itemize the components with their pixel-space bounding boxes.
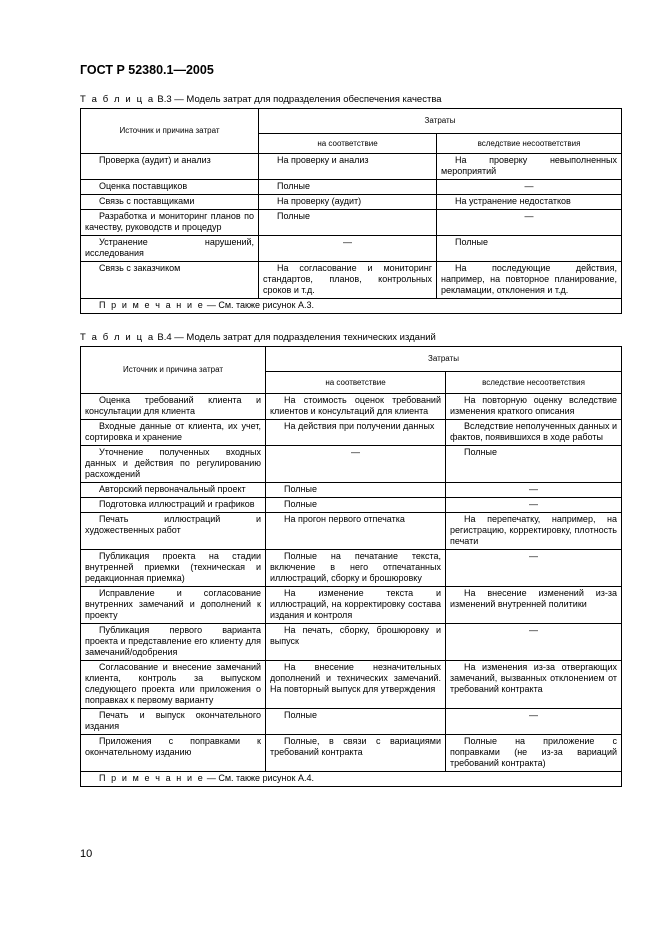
source-cell: Проверка (аудит) и анализ <box>81 154 259 180</box>
table-b4 <box>80 346 622 787</box>
table-row <box>81 394 622 420</box>
table-row <box>81 709 622 735</box>
source-cell: Связь с поставщиками <box>81 195 259 210</box>
table-row <box>81 587 622 624</box>
table-row <box>81 498 622 513</box>
nonconformance-cell: На проверку невыполненных мероприятий <box>437 154 622 180</box>
table-row <box>81 180 622 195</box>
source-cell: Публикация проекта на стадии внутренней приемки (техническая и редакционная приемка) <box>81 550 266 587</box>
table-b3-note-text: — См. также рисунок А.3. <box>206 300 314 310</box>
table-row <box>81 483 622 498</box>
conformance-cell: Полные, в связи с вариациями требований контракта <box>266 735 446 772</box>
document-header: ГОСТ Р 52380.1—2005 <box>80 63 214 77</box>
conformance-cell: Полные на печатание текста, включение в него отпечатанных иллюстраций, сборку и брошюровку <box>266 550 446 587</box>
table-b4-note-text: — См. также рисунок А.4. <box>206 773 314 783</box>
table-b4-header-costs: Затраты <box>266 347 622 372</box>
table-row <box>81 236 622 262</box>
table-b4-note-label: П р и м е ч а н и е <box>99 773 205 783</box>
conformance-cell: Полные <box>259 180 437 195</box>
source-cell: Уточнение полученных входных данных и действия по регулированию расхождений <box>81 446 266 483</box>
nonconformance-cell: На последующие действия, например, на повторное планирование, рекламации, отклонения и т.д. <box>437 262 622 299</box>
table-row <box>81 420 622 446</box>
table-b4-caption-text: В.4 — Модель затрат для подразделения технических изданий <box>157 332 436 343</box>
conformance-cell: На согласование и мониторинг стандартов, планов, контрольных сроков и т.д. <box>259 262 437 299</box>
conformance-cell: — <box>266 446 446 483</box>
table-b4-note <box>81 772 622 787</box>
table-b3-note-label: П р и м е ч а н и е <box>99 300 205 310</box>
conformance-cell: На стоимость оценок требований клиентов и консультаций для клиента <box>266 394 446 420</box>
conformance-cell: На проверку и анализ <box>259 154 437 180</box>
conformance-cell: Полные <box>259 210 437 236</box>
nonconformance-cell: — <box>446 709 622 735</box>
nonconformance-cell: — <box>446 498 622 513</box>
source-cell: Согласование и внесение замечаний клиента, контроль за выпуском следующего проекта или приложения о поправках к первому варианту <box>81 661 266 709</box>
source-cell: Подготовка иллюстраций и графиков <box>81 498 266 513</box>
source-cell: Оценка требований клиента и консультации для клиента <box>81 394 266 420</box>
table-b3-caption-text: В.3 — Модель затрат для подразделения обеспечения качества <box>157 94 442 105</box>
source-cell: Приложения с поправками к окончательному изданию <box>81 735 266 772</box>
table-row <box>81 262 622 299</box>
source-cell: Входные данные от клиента, их учет, сортировка и хранение <box>81 420 266 446</box>
table-b4-header-source: Источник и причина затрат <box>81 347 266 394</box>
source-cell: Авторский первоначальный проект <box>81 483 266 498</box>
conformance-cell: Полные <box>266 498 446 513</box>
table-b4-caption <box>80 332 436 343</box>
table-b3-caption-label: Т а б л и ц а <box>80 94 155 105</box>
table-b3-header-nonconformance: вследствие несоответствия <box>437 134 622 154</box>
table-row <box>81 735 622 772</box>
nonconformance-cell: На внесение изменений из-за изменений внутренней политики <box>446 587 622 624</box>
nonconformance-cell: На перепечатку, например, на регистрацию, корректировку, плотность печати <box>446 513 622 550</box>
source-cell: Исправление и согласование внутренних замечаний и дополнений к проекту <box>81 587 266 624</box>
source-cell: Печать и выпуск окончательного издания <box>81 709 266 735</box>
nonconformance-cell: На устранение недостатков <box>437 195 622 210</box>
table-b4-caption-label: Т а б л и ц а <box>80 332 155 343</box>
nonconformance-cell: — <box>446 483 622 498</box>
nonconformance-cell: Полные на приложение с поправками (не из-за вариаций требований контракта) <box>446 735 622 772</box>
source-cell: Оценка поставщиков <box>81 180 259 195</box>
table-row <box>81 550 622 587</box>
nonconformance-cell: На повторную оценку вследствие изменения краткого описания <box>446 394 622 420</box>
nonconformance-cell: — <box>437 180 622 195</box>
page-number: 10 <box>80 848 93 860</box>
table-row <box>81 154 622 180</box>
table-b3-header-conformance: на соответствие <box>259 134 437 154</box>
source-cell: Печать иллюстраций и художественных работ <box>81 513 266 550</box>
nonconformance-cell: — <box>446 624 622 661</box>
table-b3-caption <box>80 94 442 105</box>
table-b3-note <box>81 299 622 314</box>
table-row <box>81 446 622 483</box>
nonconformance-cell: Полные <box>437 236 622 262</box>
table-row <box>81 661 622 709</box>
nonconformance-cell: — <box>446 550 622 587</box>
source-cell: Связь с заказчиком <box>81 262 259 299</box>
conformance-cell: Полные <box>266 483 446 498</box>
table-row <box>81 513 622 550</box>
conformance-cell: На изменение текста и иллюстраций, на корректировку состава издания и контроля <box>266 587 446 624</box>
nonconformance-cell: На изменения из-за отвергающих замечаний, вызванных отклонением от требований контракта <box>446 661 622 709</box>
source-cell: Публикация первого варианта проекта и представление его клиенту для замечаний/одобрения <box>81 624 266 661</box>
conformance-cell: На проверку (аудит) <box>259 195 437 210</box>
table-b3 <box>80 108 622 314</box>
conformance-cell: На внесение незначительных дополнений и технических замечаний. На повторный выпуск для утверждения <box>266 661 446 709</box>
table-row <box>81 210 622 236</box>
nonconformance-cell: — <box>437 210 622 236</box>
conformance-cell: Полные <box>266 709 446 735</box>
conformance-cell: На прогон первого отпечатка <box>266 513 446 550</box>
conformance-cell: — <box>259 236 437 262</box>
table-row <box>81 624 622 661</box>
table-b4-header-nonconformance: вследствие несоответствия <box>446 372 622 394</box>
table-b4-header-conformance: на соответствие <box>266 372 446 394</box>
conformance-cell: На печать, сборку, брошюровку и выпуск <box>266 624 446 661</box>
table-b3-header-costs: Затраты <box>259 109 622 134</box>
source-cell: Разработка и мониторинг планов по качеству, руководств и процедур <box>81 210 259 236</box>
nonconformance-cell: Вследствие неполученных данных и фактов, появившихся в ходе работы <box>446 420 622 446</box>
source-cell: Устранение нарушений, исследования <box>81 236 259 262</box>
nonconformance-cell: Полные <box>446 446 622 483</box>
table-b3-header-source: Источник и причина затрат <box>81 109 259 154</box>
conformance-cell: На действия при получении данных <box>266 420 446 446</box>
table-row <box>81 195 622 210</box>
